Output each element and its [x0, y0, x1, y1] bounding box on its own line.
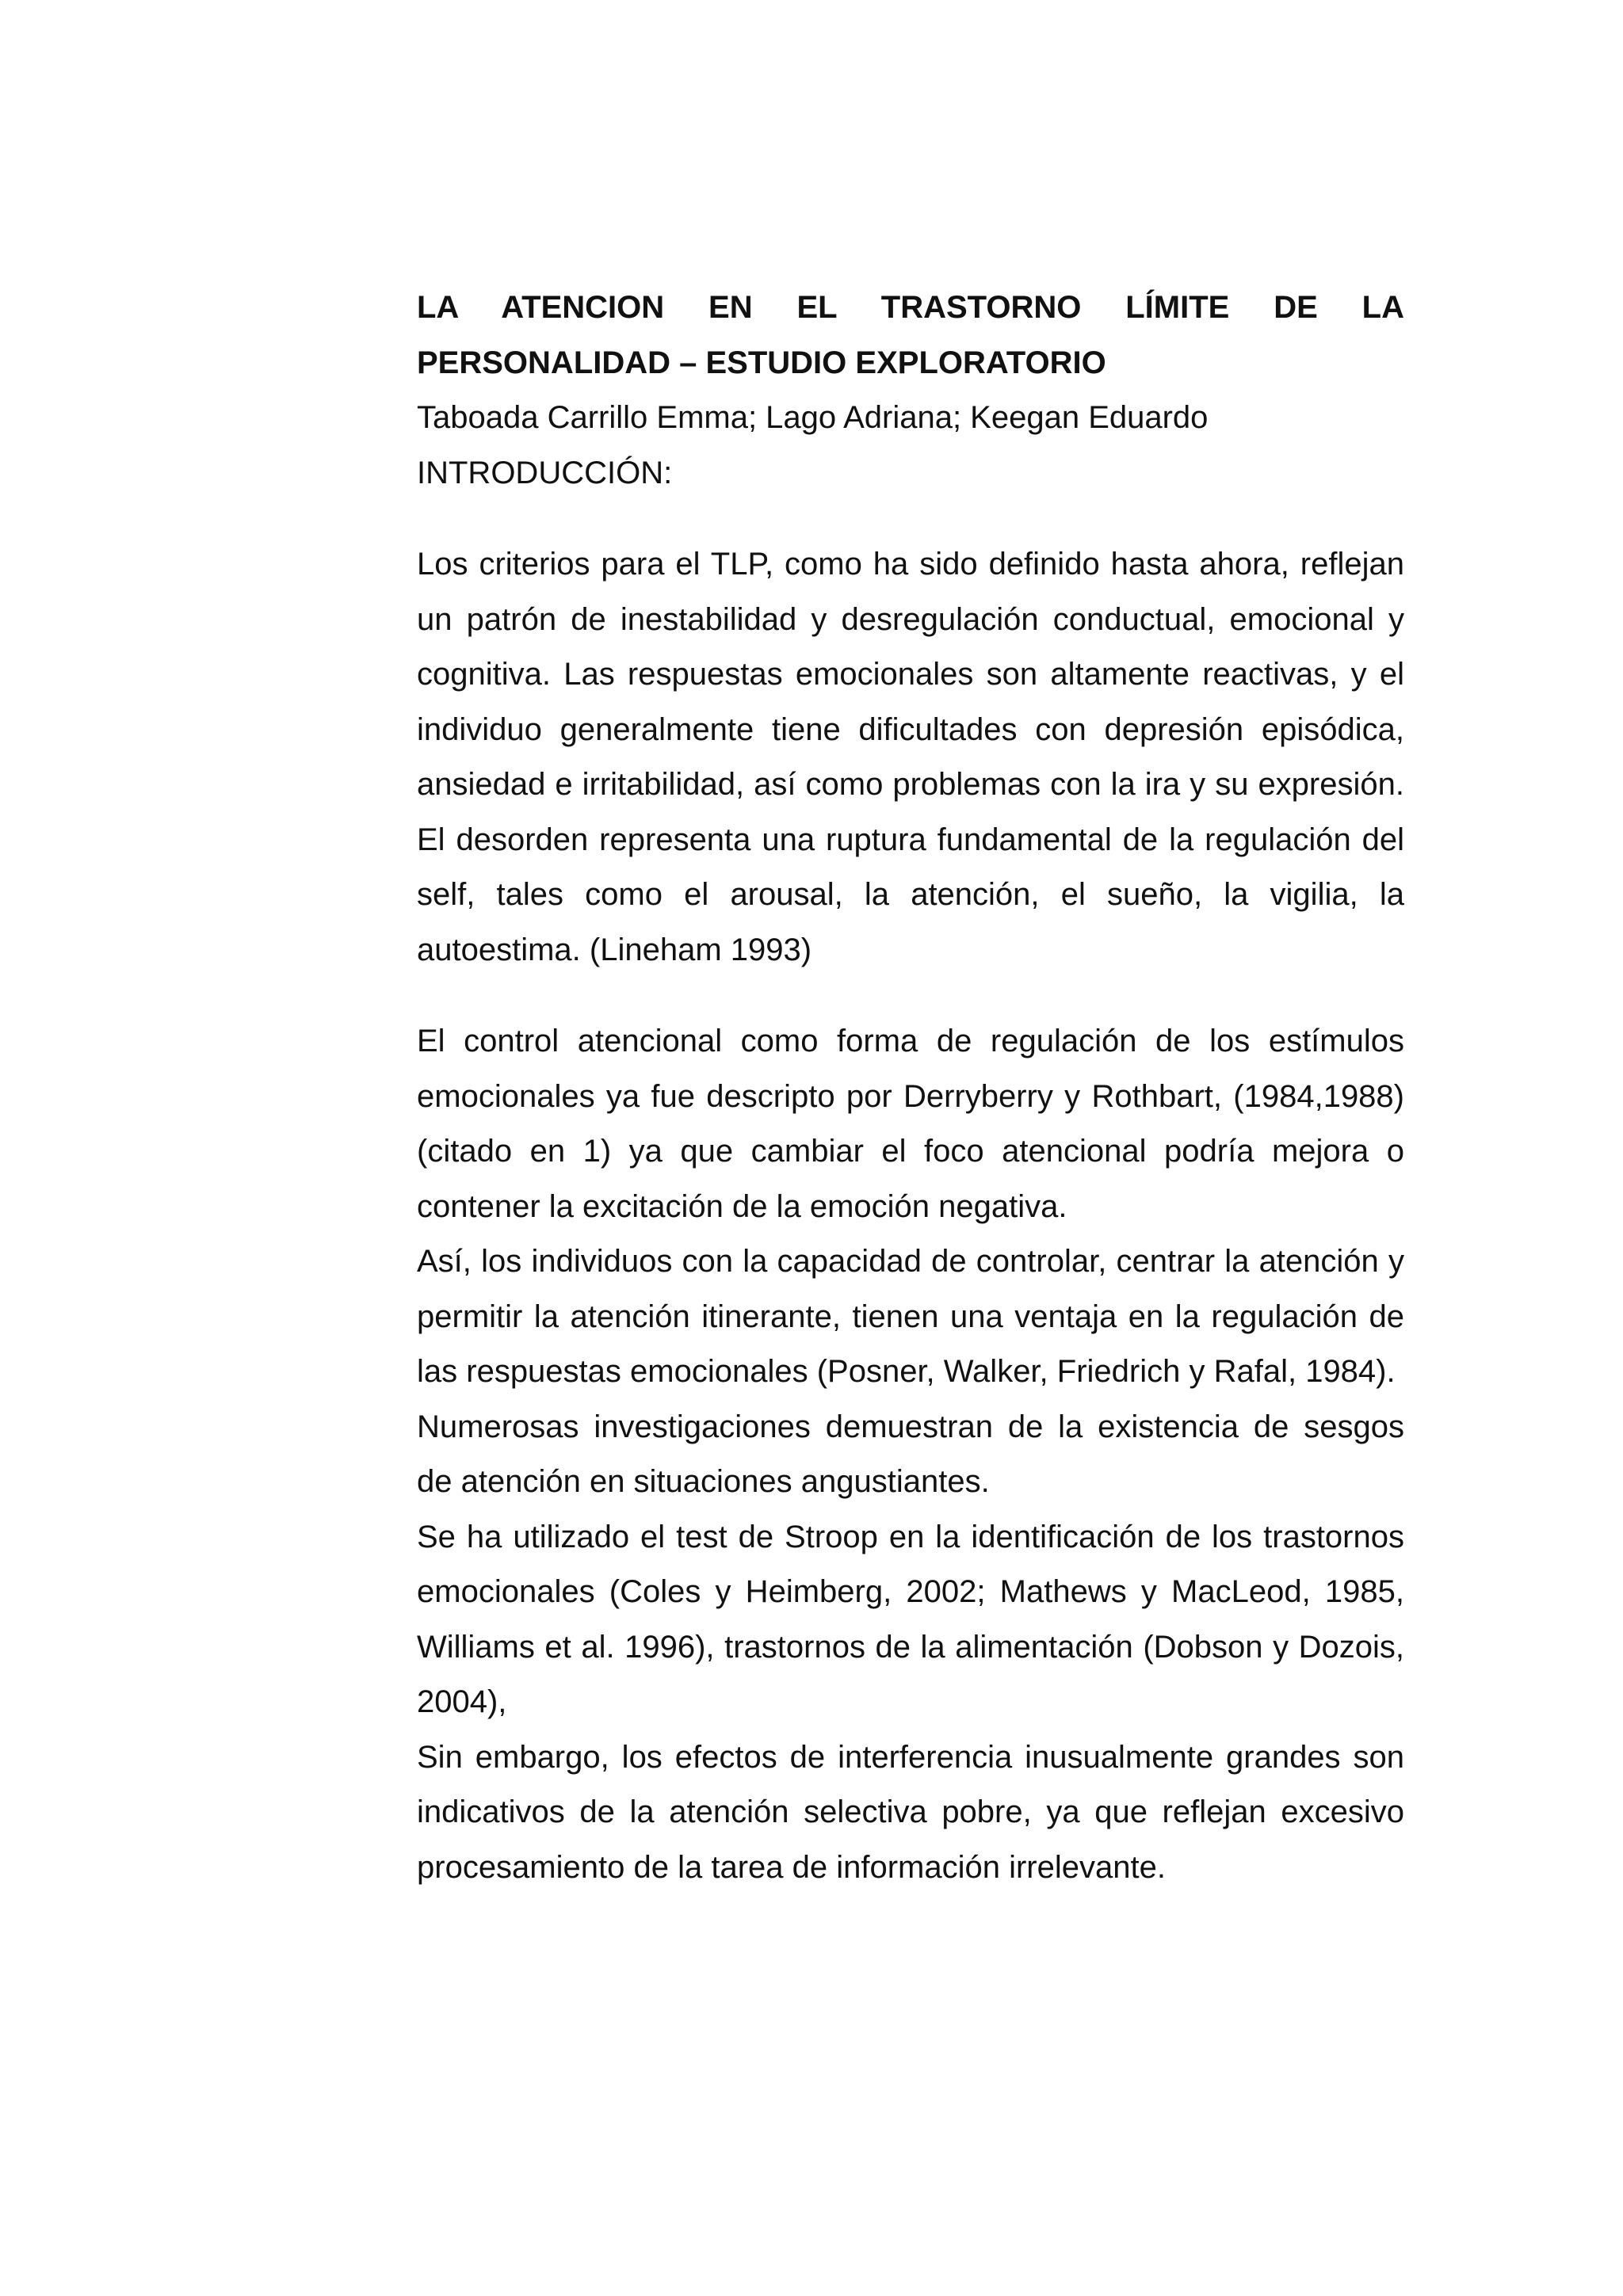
title-line-2: PERSONALIDAD – ESTUDIO EXPLORATORIO [417, 345, 1106, 380]
paragraph-2: El control atencional como forma de regulación de los estímulos emocionales ya fue descripto por Derryberry y Rothbart, (1984,1988) (citado en 1) ya que cambiar el foco atencional podría mejora o contener la excitación de la emoción negativa. [417, 1024, 1404, 1224]
paragraph-5: Se ha utilizado el test de Stroop en la identificación de los trastornos emocionales (Coles y Heimberg, 2002; Mathews y MacLeod, 1985, Williams et al. 1996), trastornos de la alimentación (Dobson y Dozois, 2004), [417, 1519, 1404, 1719]
paragraph-4: Numerosas investigaciones demuestran de la existencia de sesgos de atención en situaciones angustiantes. [417, 1409, 1404, 1499]
document-title [417, 280, 1404, 391]
authors-line: Taboada Carrillo Emma; Lago Adriana; Keegan Eduardo [417, 400, 1209, 435]
paragraph-1: Los criterios para el TLP, como ha sido definido hasta ahora, reflejan un patrón de inestabilidad y desregulación conductual, emocional y cognitiva. Las respuestas emocionales son altamente reactivas, y el individuo generalmente tiene dificultades con depresión episódica, ansiedad e irritabilidad, así como problemas con la ira y su expresión. El desorden representa una ruptura fundamental de la regulación del self, tales como el arousal, la atención, el sueño, la vigilia, la autoestima. (Lineham 1993) [417, 547, 1404, 967]
paragraph-3: Así, los individuos con la capacidad de controlar, centrar la atención y permitir la atención itinerante, tienen una ventaja en la regulación de las respuestas emocionales (Posner, Walker, Friedrich y Rafal, 1984). [417, 1244, 1404, 1389]
title-line-1: LA ATENCION EN EL TRASTORNO LÍMITE DE LA [417, 290, 1404, 325]
document-body [417, 280, 1404, 1895]
paragraph-gap [417, 978, 1404, 1014]
section-heading-introduccion: INTRODUCCIÓN: [417, 455, 673, 490]
paragraph-gap [417, 501, 1404, 537]
paragraph-6: Sin embargo, los efectos de interferencia inusualmente grandes son indicativos de la atención selectiva pobre, ya que reflejan excesivo procesamiento de la tarea de información irrelevante. [417, 1739, 1404, 1885]
